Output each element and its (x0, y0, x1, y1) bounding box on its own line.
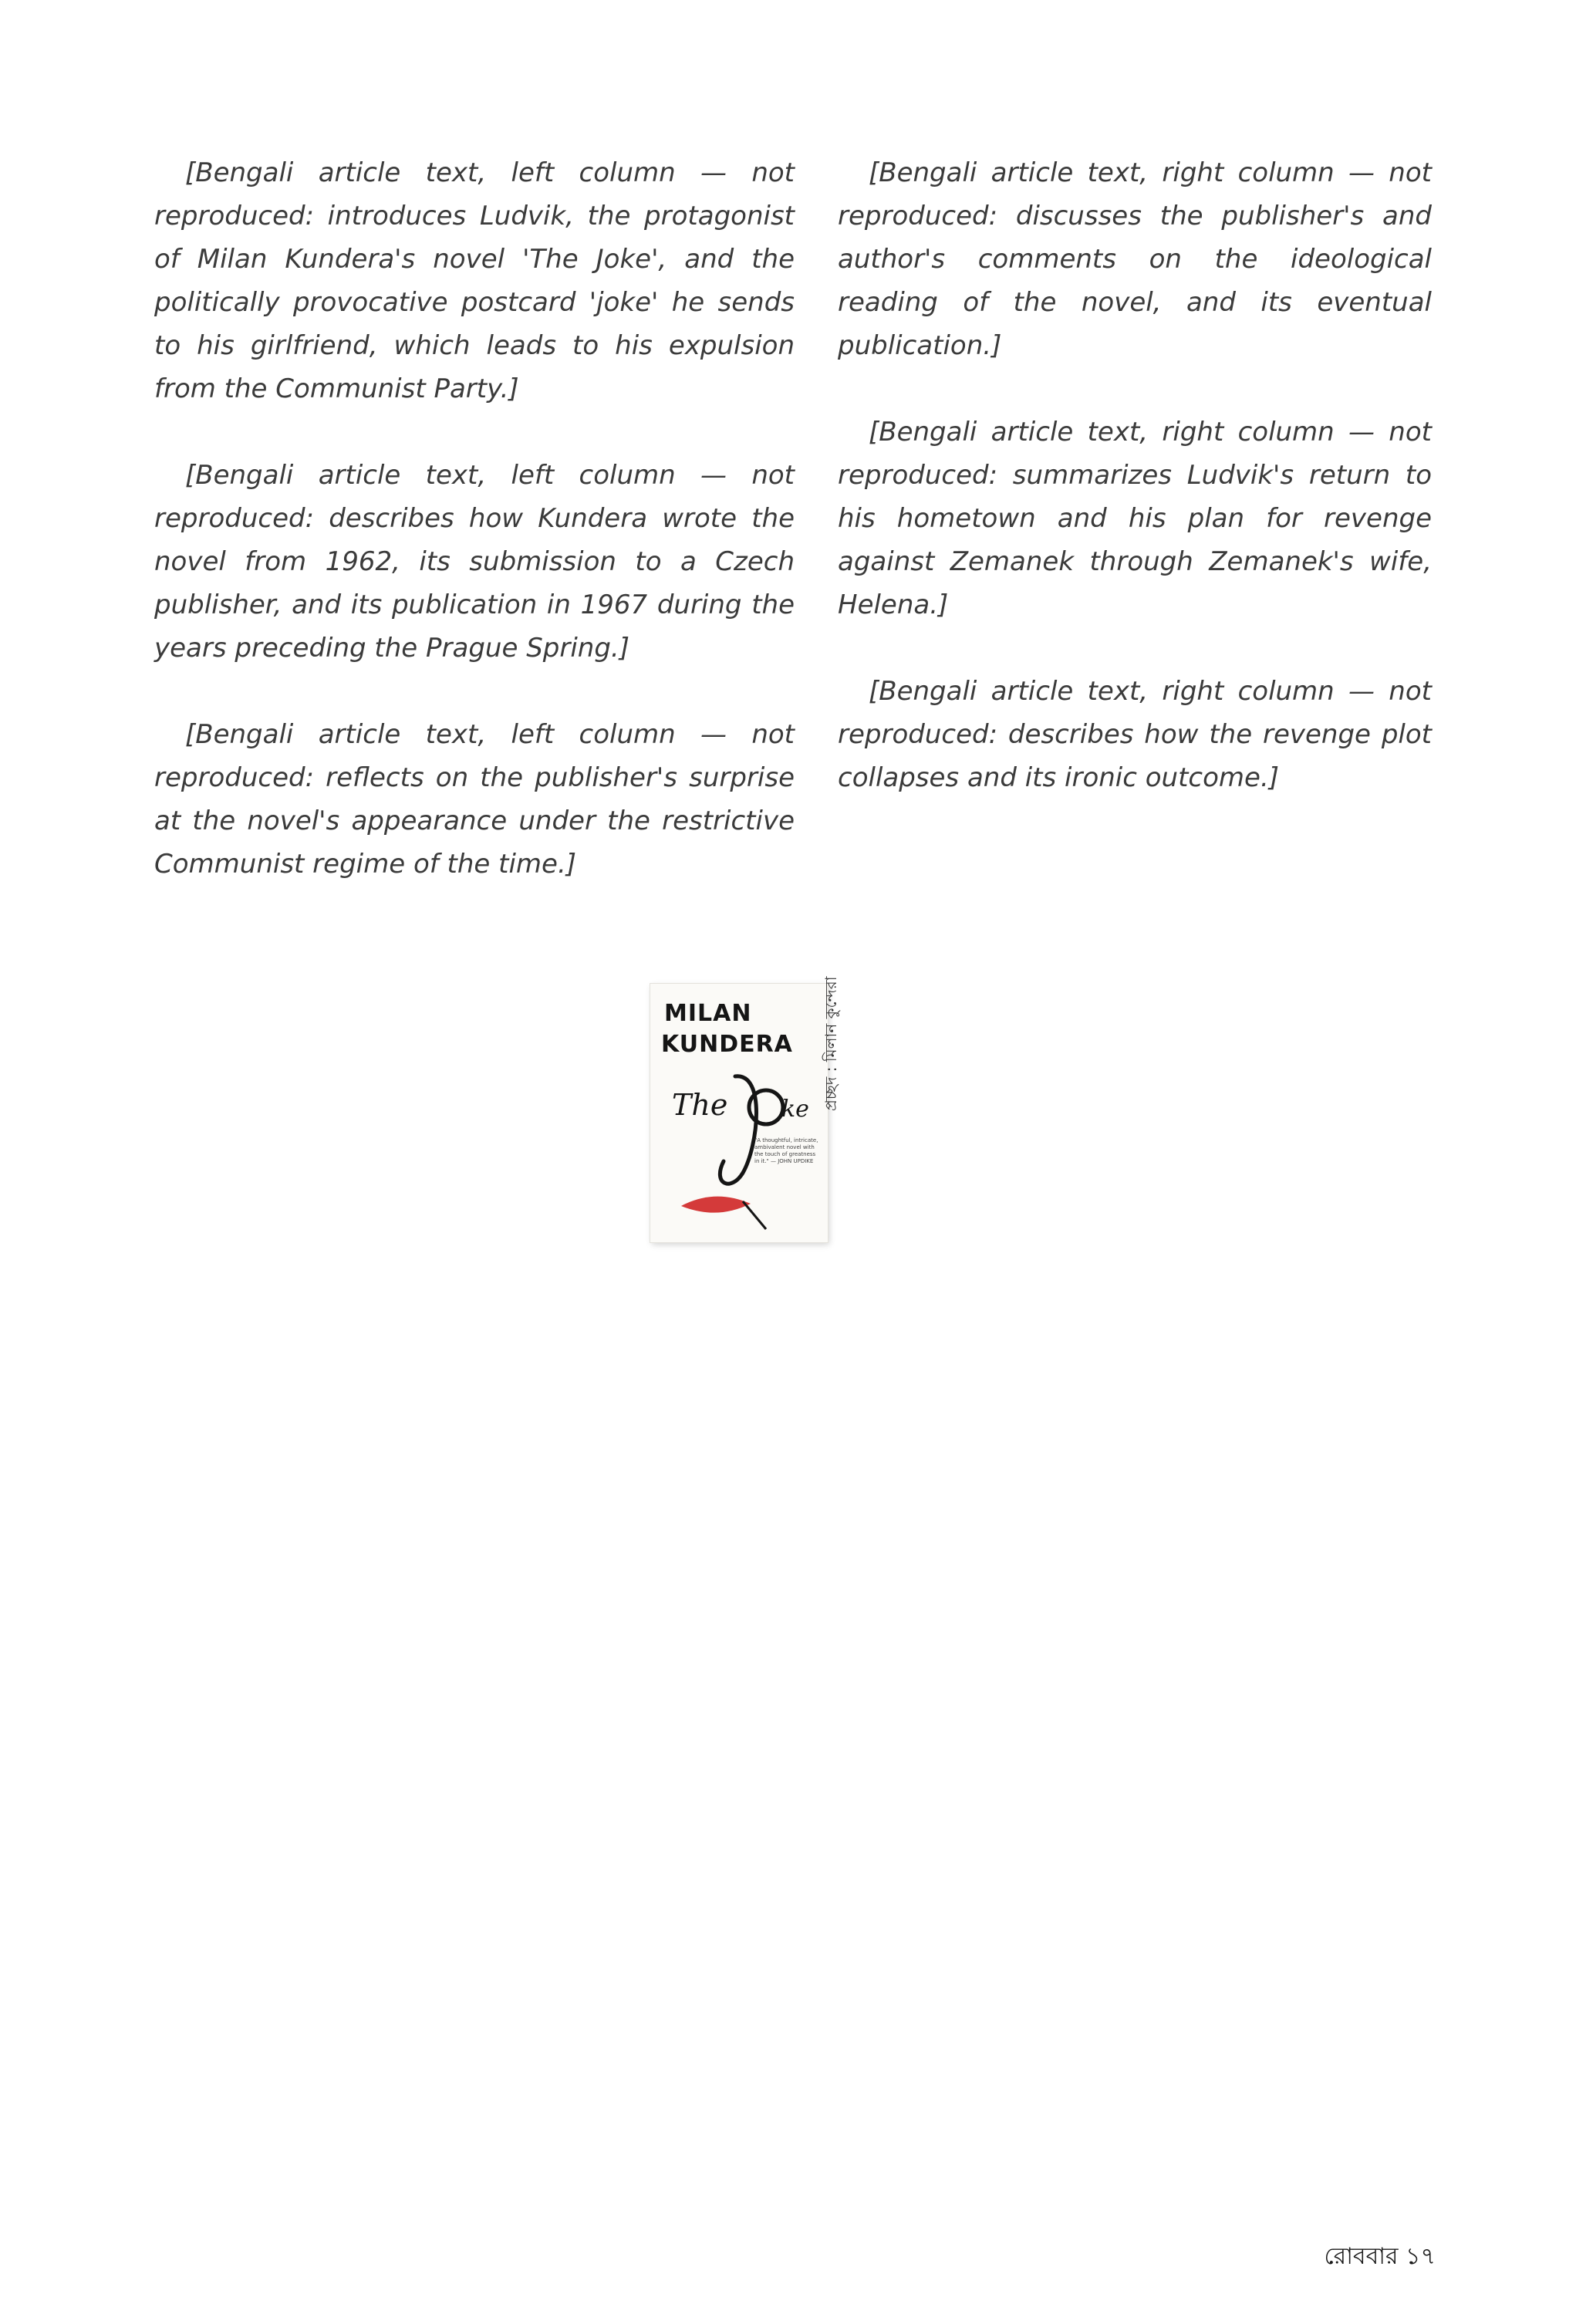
cover-title-the: The (672, 1088, 728, 1122)
article-paragraph: [Bengali article text, left column — not reproduced: describes how Kundera wrote the novel from 1962, its submission to a Czech publisher, and its publication in 1967 during the years preceding the Prague Spring.] (154, 460, 795, 664)
article-left-column (154, 151, 795, 929)
cover-blurb: "A thoughtful, intricate, ambivalent novel with the touch of greatness in it." — JOHN UPDIKE (754, 1137, 818, 1164)
cover-lips-icon (681, 1197, 751, 1213)
cover-title-o (749, 1090, 783, 1124)
article-paragraph: [Bengali article text, left column — not reproduced: reflects on the publisher's surprise at the novel's appearance under the restrictive Communist regime of the time.] (154, 719, 795, 880)
article-paragraph: [Bengali article text, left column — not reproduced: introduces Ludvik, the protagonist of Milan Kundera's novel 'The Joke', and the politically provocative postcard 'joke' he sends to his girlfriend, which leads to his expulsion from the Communist Party.] (154, 157, 795, 404)
cover-author-last: KUNDERA (661, 1031, 793, 1058)
book-cover-art (650, 984, 828, 1242)
cover-author-first: MILAN (664, 1000, 752, 1027)
article-right-column (838, 151, 1432, 843)
article-paragraph: [Bengali article text, right column — not reproduced: describes how the revenge plot collapses and its ironic outcome.] (838, 676, 1432, 793)
book-cover-image (650, 984, 828, 1242)
cover-title-ke: ke (781, 1096, 809, 1123)
page-footer: রোববার ১৭ (1324, 2243, 1436, 2270)
cover-cigarette-icon (743, 1201, 766, 1229)
cover-credit: প্রচ্ছদ : মিলান কুন্দেরা (822, 976, 840, 1111)
article-paragraph: [Bengali article text, right column — not reproduced: summarizes Ludvik's return to his hometown and his plan for revenge against Zemanek through Zemanek's wife, Helena.] (838, 417, 1432, 620)
article-paragraph: [Bengali article text, right column — not reproduced: discusses the publisher's and author's comments on the ideological reading of the novel, and its eventual publication.] (838, 157, 1432, 361)
